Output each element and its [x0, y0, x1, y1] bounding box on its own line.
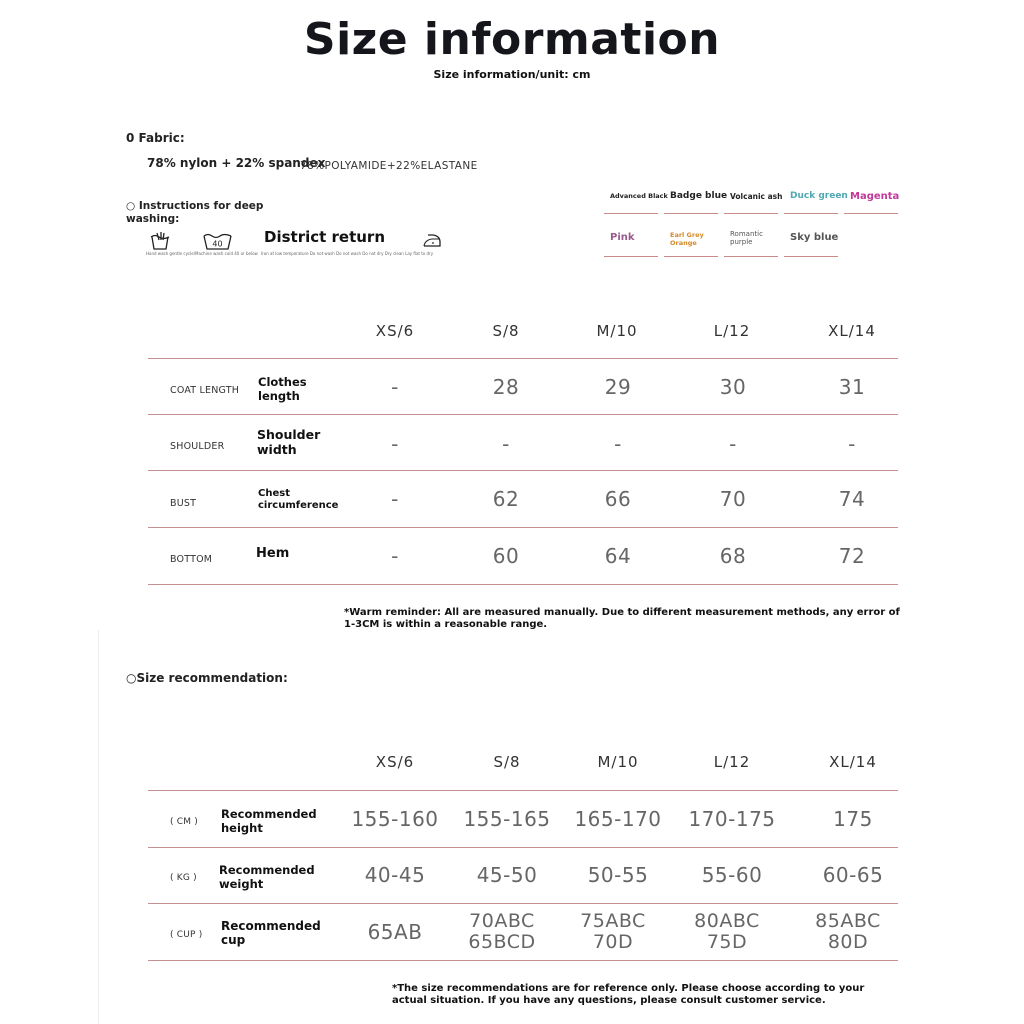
col-header-xs: XS/6 [375, 322, 415, 340]
row-label-en: SHOULDER [170, 441, 225, 452]
table-cell: 45-50 [476, 863, 538, 887]
table-cell: 55-60 [701, 863, 763, 887]
col-header-xl: XL/14 [828, 322, 876, 340]
row-label: Recommended height [221, 807, 317, 835]
table-divider [148, 584, 898, 585]
color-earl-grey-orange[interactable]: Earl Grey Orange [670, 231, 704, 247]
color-romantic-purple[interactable]: Romantic purple [730, 230, 763, 246]
care-fineprint: Iron at low temperature Do not wash Do not wash Do not dry Dry clean Lay flat to dry [261, 251, 434, 256]
table-cell: - [502, 432, 510, 456]
table-cell: 60 [492, 544, 520, 568]
table-cell: 30 [719, 375, 747, 399]
fabric-composition: 78% nylon + 22% spandex [147, 156, 326, 170]
swatch-underline [664, 256, 718, 257]
table-cell: 64 [604, 544, 632, 568]
iron-icon [421, 229, 443, 251]
table-cell: 170-175 [688, 807, 776, 831]
col-header-xl: XL/14 [829, 753, 877, 771]
recommendation-note: *The size recommendations are for reference only. Please choose according to your actual situation. If you have any questions, please consult customer service. [392, 983, 865, 1006]
decorative-divider [98, 630, 99, 1024]
table-divider [148, 414, 898, 415]
row-label: Shoulder width [257, 427, 321, 457]
table-cell: - [391, 544, 399, 568]
row-label: Recommended cup [221, 919, 321, 947]
recommendation-title: ○Size recommendation: [126, 671, 288, 685]
table-cell: 28 [492, 375, 520, 399]
fabric-title: 0 Fabric: [126, 131, 185, 145]
table-cell: - [848, 432, 856, 456]
washing-fineprint: Hand wash gentle cycle/Machine wash cold 40 or below [146, 251, 258, 256]
table-cell: 31 [838, 375, 866, 399]
table-cell: 62 [492, 487, 520, 511]
color-badge-blue[interactable]: Badge blue [670, 191, 728, 201]
table-cell: 65AB [367, 920, 423, 944]
hand-wash-icon [151, 232, 169, 249]
table-cell: 70ABC 65BCD [468, 910, 536, 953]
table-divider [148, 960, 898, 961]
district-return-label: District return [264, 228, 386, 246]
row-unit: ( CUP ) [170, 930, 203, 940]
color-pink[interactable]: Pink [610, 232, 635, 243]
table-divider [148, 903, 898, 904]
table-cell: 60-65 [822, 863, 884, 887]
table-divider [148, 470, 898, 471]
color-sky-blue[interactable]: Sky blue [790, 232, 839, 243]
swatch-underline [724, 256, 778, 257]
table-cell: - [391, 487, 399, 511]
row-label-en: COAT LENGTH [170, 385, 240, 396]
color-duck-green[interactable]: Duck green [790, 191, 848, 201]
table-cell: - [729, 432, 737, 456]
table-cell: 50-55 [587, 863, 649, 887]
table-cell: 29 [604, 375, 632, 399]
table-divider [148, 847, 898, 848]
col-header-m: M/10 [597, 753, 639, 771]
table-divider [148, 790, 898, 791]
row-label: Clothes length [258, 375, 307, 403]
swatch-underline [724, 213, 778, 214]
table-cell: 175 [833, 807, 873, 831]
table-cell: 155-165 [463, 807, 551, 831]
table-cell: 72 [838, 544, 866, 568]
color-magenta[interactable]: Magenta [850, 191, 900, 202]
row-unit: ( CM ) [170, 817, 198, 827]
table-cell: - [391, 432, 399, 456]
row-unit: ( KG ) [170, 873, 197, 883]
swatch-underline [784, 213, 838, 214]
row-label-en: BUST [170, 498, 197, 509]
row-label-en: BOTTOM [170, 554, 213, 565]
table-cell: 66 [604, 487, 632, 511]
table-cell: 70 [719, 487, 747, 511]
wash-temperature: 40 [212, 239, 223, 249]
swatch-underline [604, 256, 658, 257]
page-title: Size information [303, 14, 721, 65]
col-header-l: L/12 [713, 322, 751, 340]
swatch-underline [604, 213, 658, 214]
table-cell: 74 [838, 487, 866, 511]
table-divider [148, 527, 898, 528]
table-cell: 155-160 [351, 807, 439, 831]
table-cell: 80ABC 75D [694, 910, 760, 953]
swatch-underline [784, 256, 838, 257]
table-cell: - [614, 432, 622, 456]
color-volcanic-ash[interactable]: Volcanic ash [730, 192, 783, 201]
col-header-l: L/12 [713, 753, 751, 771]
fabric-composition-en: 78%POLYAMIDE+22%ELASTANE [300, 160, 478, 172]
col-header-s: S/8 [492, 322, 520, 340]
table-cell: 165-170 [574, 807, 662, 831]
col-header-s: S/8 [493, 753, 521, 771]
swatch-underline [844, 213, 898, 214]
page-subtitle: Size information/unit: cm [433, 68, 591, 81]
color-advanced-black[interactable]: Advanced Black [610, 192, 668, 200]
table-cell: 68 [719, 544, 747, 568]
row-label: Hem [256, 546, 290, 561]
row-label: Recommended weight [219, 863, 315, 891]
table-cell: 75ABC 70D [580, 910, 646, 953]
col-header-xs: XS/6 [375, 753, 415, 771]
table-divider [148, 358, 898, 359]
table-cell: 85ABC 80D [815, 910, 881, 953]
table-cell: 40-45 [364, 863, 426, 887]
table-cell: - [391, 375, 399, 399]
washing-title: ○ Instructions for deep washing: [126, 200, 264, 225]
measurement-note: *Warm reminder: All are measured manually. Due to different measurement methods, any error of 1-3CM is within a reasonable range. [344, 607, 900, 630]
col-header-m: M/10 [596, 322, 638, 340]
row-label: Chest circumference [258, 488, 339, 511]
swatch-underline [664, 213, 718, 214]
